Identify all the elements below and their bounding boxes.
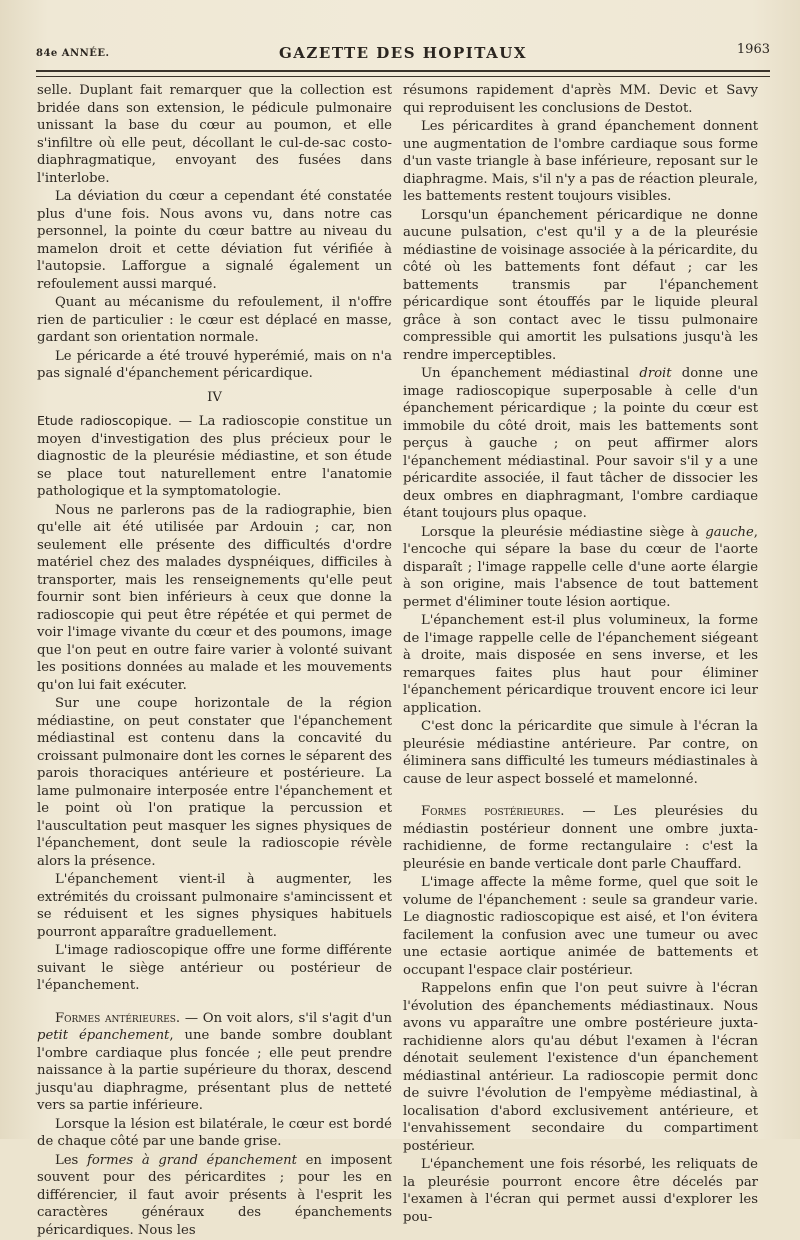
paragraph — [403, 365, 758, 523]
paragraph-text: Quant au mécanisme du refoulement, il n'offre rien de particulier : le cœur est déplacé en masse, gardant son orientation normale. — [37, 295, 392, 345]
paragraph-text: Les formes à grand épanchement en imposent souvent pour des péricardites ; pour les en différencier, il faut avoir présents à l'esprit les caractères généraux des épanchements péricardiques. Nous les — [37, 1152, 392, 1238]
paragraph — [37, 82, 392, 187]
section-spacer — [37, 996, 392, 1010]
paragraph — [403, 524, 758, 612]
paragraph-text: Rappelons enfin que l'on peut suivre à l'écran l'évolution des épanchements médiastinaux. Nous avons vu apparaître une ombre postérieure juxta-rachidienne alors qu'au début l'examen à l'écran dénotait seulement l'existence d'un épanchement médiastinal antérieur. La radioscopie permit donc de suivre l'évolution de l'empyème médiastinal, à localisation d'abord exclusivement antérieure, et l'envahissement secondaire du compartiment postérieur. — [403, 981, 758, 1154]
paragraph — [403, 118, 758, 206]
paragraph-text: Le péricarde a été trouvé hyperémié, mais on n'a pas signalé d'épanchement péricardique. — [37, 348, 392, 381]
paragraph-text: selle. Duplant fait remarquer que la collection est bridée dans son extension, le pédicule pulmonaire unissant la base du cœur au poumon, et elle s'infiltre où elle peut, décollant le cul-de-sac costo-diaphragmatique, envoyant des fusées dans l'interlobe. — [37, 83, 392, 186]
paragraph — [37, 294, 392, 347]
paragraph — [37, 1116, 392, 1151]
paragraph — [37, 412, 392, 501]
section-heading: Etude radioscopique. — [37, 413, 172, 428]
paragraph — [37, 695, 392, 870]
paragraph-text: Les péricardites à grand épanchement donnent une augmentation de l'ombre cardiaque sous forme d'un vaste triangle à base inférieure, reposant sur le diaphragme. Mais, s'il n'y a pas de réaction pleurale, les battements restent toujours visibles. — [403, 119, 758, 204]
paragraph — [403, 1156, 758, 1226]
section-number: IV — [207, 389, 222, 405]
paragraph-text: L'épanchement une fois résorbé, les reliquats de la pleurésie pourront encore être décelés par l'examen à l'écran qui permet aussi d'explorer les pou- — [403, 1157, 758, 1225]
paragraph-text: résumons rapidement d'après MM. Devic et Savy qui reproduisent les conclusions de Destot. — [403, 83, 758, 116]
paragraph — [37, 942, 392, 995]
paragraph — [37, 348, 392, 383]
paragraph — [37, 1152, 392, 1240]
paragraph — [37, 502, 392, 695]
paragraph — [403, 803, 758, 873]
paragraph-text: Lorsque la pleurésie médiastine siège à gauche, l'encoche qui sépare la base du cœur de l'aorte disparaît ; l'image rappelle celle d'une aorte élargie à son origine, mais l'absence de tout battement permet d'éliminer toute lésion aortique. — [403, 524, 758, 610]
subsection-heading: Formes antérieures. — [55, 1010, 181, 1026]
paragraph-text: L'épanchement vient-il à augmenter, les extrémités du croissant pulmonaire s'amincissent et se réduisent et les signes physiques habituels pourront apparaître graduellement. — [37, 872, 392, 940]
paragraph-text: La déviation du cœur a cependant été constatée plus d'une fois. Nous avons vu, dans notre cas personnel, la pointe du cœur battre au niveau du mamelon droit et cette déviation fut vérifiée à l'autopsie. Lafforgue a signalé également un refoulement aussi marqué. — [37, 189, 392, 292]
paragraph-text: — Les pleurésies du médiastin postérieur donnent une ombre juxta-rachidienne, de forme rectangulaire : c'est la pleurésie en bande verticale dont parle Chauffard. — [403, 804, 759, 872]
page-header — [36, 40, 770, 62]
paragraph — [403, 207, 758, 365]
paragraph-text: Nous ne parlerons pas de la radiographie, bien qu'elle ait été utilisée par Ardouin ; car, non seulement elle présente des difficultés d'ordre matériel chez des malades dyspnéiques, difficiles à transporter, mais les renseignements qu'elle peut fournir sont bien inférieurs à ceux que donne la radioscopie qui peut être répétée et qui permet de voir l'image vivante du cœur et des poumons, image que l'on peut en outre faire varier à volonté suivant les positions données au malade et les mouvements qu'on lui fait exécuter. — [37, 502, 392, 693]
subsection-heading: Formes postérieures. — [421, 804, 565, 819]
paragraph-text: Lorsque la lésion est bilatérale, le cœur est bordé de chaque côté par une bande grise. — [37, 1116, 392, 1149]
paragraph — [37, 1010, 392, 1115]
page-number: 1963 — [736, 42, 770, 57]
paragraph — [403, 612, 758, 717]
paragraph-text: C'est donc la péricardite que simule à l'écran la pleurésie médiastine antérieure. Par contre, on éliminera sans difficulté les tumeurs médiastinales à cause de leur aspect bosselé et mamelonné. — [403, 719, 758, 787]
paragraph — [403, 718, 758, 788]
paragraph-text: L'image radioscopique offre une forme différente suivant le siège antérieur ou postérieur de l'épanchement. — [37, 943, 392, 993]
paragraph — [37, 871, 392, 941]
paragraph-text: Un épanchement médiastinal droit donne une image radioscopique superposable à celle d'un épanchement péricardique ; la pointe du cœur est immobile du côté droit, mais les battements sont perçus à gauche ; on peut affirmer alors l'épanchement médiastinal. Pour savoir s'il y a une péricardite associée, il faut tâcher de dissocier les deux ombres en diaphragmant, l'ombre cardiaque étant toujours plus opaque. — [403, 366, 758, 521]
paragraph-text: — On voit alors, s'il s'agit d'un petit épanchement, une bande sombre doublant l'ombre cardiaque plus foncée ; elle peut prendre naissance à la partie supérieure du thorax, descend jusqu'au diaphragme, présentant plus de netteté vers sa partie inférieure. — [37, 1010, 392, 1113]
year-label: 84e ANNÉE. — [36, 48, 110, 59]
paragraph-text: L'épanchement est-il plus volumineux, la forme de l'image rappelle celle de l'épanchement siégeant à droite, mais disposée en sens inverse, et les remarques faites plus haut pour éliminer l'épanchement péricardique trouvent encore ici leur application. — [403, 613, 758, 716]
section-spacer — [403, 789, 758, 803]
paragraph-text: — La radioscopie constitue un moyen d'investigation des plus précieux pour le diagnostic de la pleurésie médiastine, et son étude se place tout naturellement entre l'anatomie pathologique et la symptomatologie. — [37, 414, 393, 499]
paragraph — [403, 874, 758, 979]
paragraph-text: Lorsqu'un épanchement péricardique ne donne aucune pulsation, c'est qu'il y a de la pleurésie médiastine de voisinage associée à la péricardite, du côté où les battements font défaut ; car les battements transmis par l'épanchement péricardique sont étouffés par le liquide pleural grâce à son contact avec le tissu pulmonaire compressible qui amortit les pulsations jusqu'à les rendre imperceptibles. — [403, 207, 758, 363]
left-column — [37, 82, 392, 1240]
paragraph — [403, 980, 758, 1155]
paragraph — [37, 188, 392, 293]
header-rule — [36, 70, 770, 77]
right-column — [403, 82, 758, 1227]
paragraph — [403, 82, 758, 117]
publication-title: GAZETTE DES HOPITAUX — [278, 44, 527, 62]
paragraph-text: Sur une coupe horizontale de la région médiastine, on peut constater que l'épanchement médiastinal est contenu dans la concavité du croissant pulmonaire dont les cornes le séparent des parois thoraciques antérieure et postérieure. La lame pulmonaire interposée entre l'épanchement et le point où l'on pratique la percussion et l'auscultation peut masquer les signes physiques de l'épanchement, dont seule la radioscopie révèle alors la présence. — [37, 696, 392, 869]
paragraph-text: L'image affecte la même forme, quel que soit le volume de l'épanchement : seule sa grandeur varie. Le diagnostic radioscopique est aisé, et l'on évitera facilement la confusion avec une tumeur ou avec une ectasie aortique animée de battements et occupant l'espace clair postérieur. — [403, 875, 758, 978]
